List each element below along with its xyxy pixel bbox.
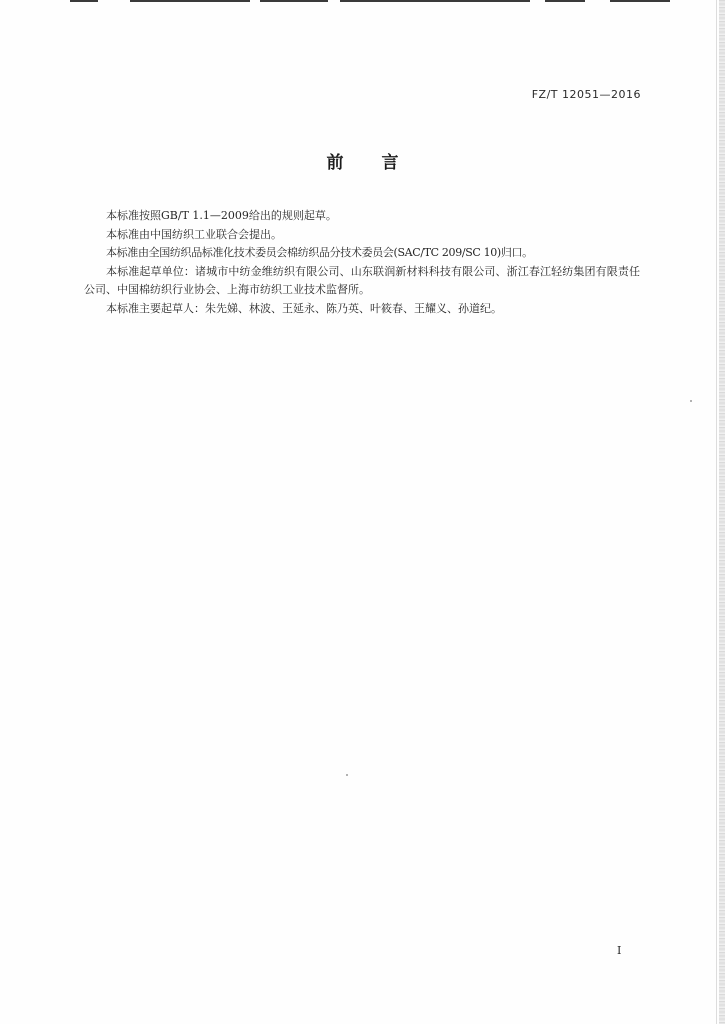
paragraph-drafting-organizations: 本标准起草单位：诸城市中纺金维纺织有限公司、山东联润新材料科技有限公司、浙江春江轻纺集团有限责任公司、中国棉纺织行业协会、上海市纺织工业技术监督所。 — [84, 264, 640, 296]
scan-edge-mark — [130, 0, 250, 2]
scan-speck — [690, 400, 692, 402]
title-char-2: 言 — [381, 153, 399, 173]
paragraph-administrator: 本标准由全国纺织品标准化技术委员会棉纺织品分技术委员会(SAC/TC 209/SC 10)归口。 — [106, 246, 533, 259]
preface-body — [84, 207, 640, 318]
title-char-1: 前 — [326, 153, 344, 173]
standard-code: FZ/T 12051—2016 — [531, 88, 641, 101]
paragraph-drafting-rules: 本标准按照GB/T 1.1—2009给出的规则起草。 — [106, 209, 337, 222]
scan-edge-mark — [260, 0, 328, 2]
paragraph-proposer: 本标准由中国纺织工业联合会提出。 — [106, 227, 282, 241]
paragraph-drafters: 本标准主要起草人：朱先娣、林波、王延永、陈乃英、叶筱春、王耀义、孙道纪。 — [106, 301, 502, 315]
scan-edge-mark — [70, 0, 98, 2]
page-title — [0, 148, 725, 173]
scan-edge-mark — [610, 0, 670, 2]
page-number: I — [617, 944, 622, 957]
scan-edge-mark — [340, 0, 530, 2]
scan-speck — [346, 774, 348, 776]
scan-edge-mark — [545, 0, 585, 2]
